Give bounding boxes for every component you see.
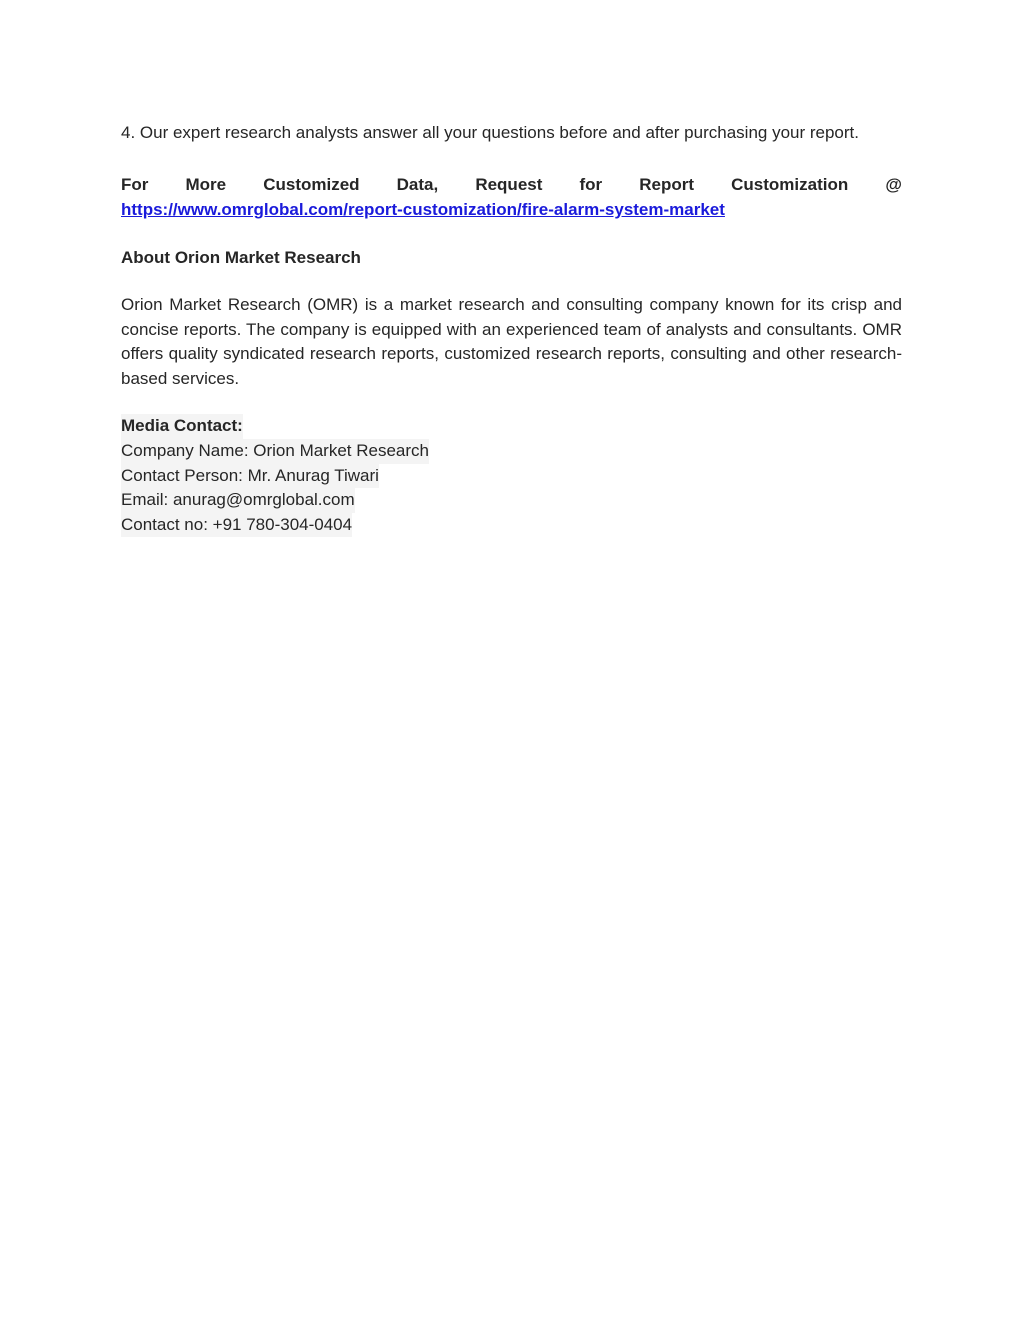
contact-company: Company Name: Orion Market Research [121,439,429,464]
contact-person: Contact Person: Mr. Anurag Tiwari [121,464,379,489]
contact-email: Email: anurag@omrglobal.com [121,488,355,513]
media-contact-heading: Media Contact: [121,414,243,439]
about-heading: About Orion Market Research [121,248,361,267]
request-word: More [185,175,227,194]
customization-link[interactable]: https://www.omrglobal.com/report-customization/fire-alarm-system-market [121,200,725,219]
request-word: Data, [396,175,439,194]
request-word: Customization [731,175,849,194]
request-word: For [121,175,149,194]
request-text-line [121,172,902,197]
request-word: Request [475,175,543,194]
request-word: @ [885,175,902,194]
customization-request [121,172,902,222]
contact-phone: Contact no: +91 780-304-0404 [121,513,352,538]
media-contact [121,414,902,537]
document-page [121,119,902,537]
request-word: for [579,175,603,194]
request-word: Report [639,175,695,194]
about-paragraph: Orion Market Research (OMR) is a market research and consulting company known for its crisp and concise reports. The company is equipped with an experienced team of analysts and consultants. OMR offers quality syndicated research reports, customized research reports, consulting and other research-based services. [121,295,902,388]
request-word: Customized [263,175,360,194]
list-item-4: 4. Our expert research analysts answer all your questions before and after purchasing your report. [121,123,859,142]
